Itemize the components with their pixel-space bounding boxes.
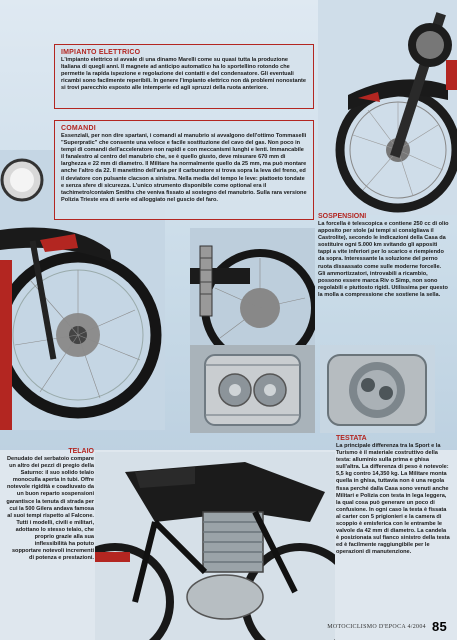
testata-heading: TESTATA — [336, 435, 367, 442]
magazine-title: MOTOCICLISMO D'EPOCA 4/2004 — [327, 623, 426, 630]
sospensioni-column — [318, 213, 449, 345]
photo-cylinder-head-chamber — [320, 345, 435, 433]
comandi-text: Essenziali, per non dire spartani, i comandi al manubrio si avvalgono dell'ottimo Tommaselli "Superpratic" che consente una veloce e facile sostituzione del cavo del gas. Non poco in tempi di comandi dell'acceleratore non rapidi e con meccanismi lunghi e lenti. Immancabile il fanalestro al centro del manubrio che, se è quello giusto, deve misurare 670 mm di larghezza e 22 mm di diametro. Il Militare ha normalmente quello da 25 mm, ma può montare anche l'altro da 22. Il manettino dell'aria per il carburatore si trova sopra la leva del freno, ed il deviatore con pulsante clacson a sinistra. Nella media del tempo le leve: piattoeto tondate e senza sfere di sicurezza. L'unico strumento disponibile come optional era il tachimetro/contakm Smiths che veniva fissato al sostegno del manubrio. Sulla rara versione Polizia Trieste era di serie ed alloggiato nel guscio del faro. — [61, 133, 307, 203]
comandi-box — [54, 120, 314, 220]
page-footer — [327, 619, 447, 634]
testata-column — [336, 435, 450, 625]
telaio-heading: TELAIO — [68, 448, 94, 455]
page-number: 85 — [431, 619, 447, 634]
sospensioni-text: La forcella è telescopica e contiene 250 cc di olio apposito per stole (ai tempi si consigliava il Castrolite), secondo le indicazioni della Casa da sostituire ogni 5.000 km svitando gli appositi tappi a vite inferiori per lo scarico e riempiendo da sopra. Interessante la soluzione del perno ruota dissassato come sulle moderne forcelle. Gli ammortizzatori, introvabili a ricambio, possono essere marca Riv o Simp, non sono regolabili e piuttosto rigidi. Utilissima per questo la molla a compressione che sostiene la sella. — [318, 221, 449, 298]
photo-front-fork — [318, 0, 457, 215]
impianto-elettrico-heading: IMPIANTO ELETTRICO — [61, 49, 141, 56]
testata-text: La principale differenza tra la Sport e la Turismo è il materiale costruttivo della testa: alluminio sulla prima e ghisa sull'altra. La differenza di peso è notevole: 5,5 kg contro 14,350 kg. La Militare monta quella in ghisa, tuttavia non è una regola fissa perché dalla Casa sono venuti anche Militari e Polizia con testa in lega leggera, la qual cosa può generare un poco di confusione. In ogni caso la testa è fissata al carter con 5 prigionieri e la camera di scoppio è emisferica con le entrambe le valvole da 42 mm di diametro. La candela è posizionata sul fianco sinistro della testa ed è facilmente raggiungibile per le operazioni di manutenzione. — [336, 443, 450, 556]
telaio-column — [6, 448, 94, 628]
photo-frame-engine — [95, 452, 335, 640]
impianto-elettrico-box — [54, 44, 314, 109]
comandi-heading: COMANDI — [61, 125, 96, 132]
sospensioni-heading: SOSPENSIONI — [318, 213, 367, 220]
photo-cylinder-head-top — [190, 345, 315, 433]
photo-shock-absorber — [190, 228, 315, 356]
impianto-elettrico-text: L'impianto elettrico si avvale di una dinamo Marelli come su quasi tutta la produzione Italiana di quegli anni. Il magnete ad anticipo automatico ha lo sportellino rotondo che permette la rapida ispezione e regolazione dei contatti e del condensatore. Gli eventuali ricambi sono facilmente reperibili. In genere l'impianto elettrico non dà problemi nonostante si trovi parecchio esposto alle intemperie ed agli spruzzi della ruota anteriore. — [61, 57, 307, 92]
telaio-text: Denudato del serbatoio compare un altro dei pezzi di pregio della Saturno: il suo solido telaio monoculla aperta in tubi. Offre notevole rigidità e coadiuvato da un buon reparto sospensioni garantisce la tenuta di strada per cui la 500 Gilera andava famosa al suoi tempi rispetto al Falcone. Tutti i modelli, civili e militari, adottano lo stesso telaio, che proprio grazie alla sua inflessibilità ha potuto sopportare notevoli incrementi di potenza e prestazioni. — [6, 456, 94, 562]
